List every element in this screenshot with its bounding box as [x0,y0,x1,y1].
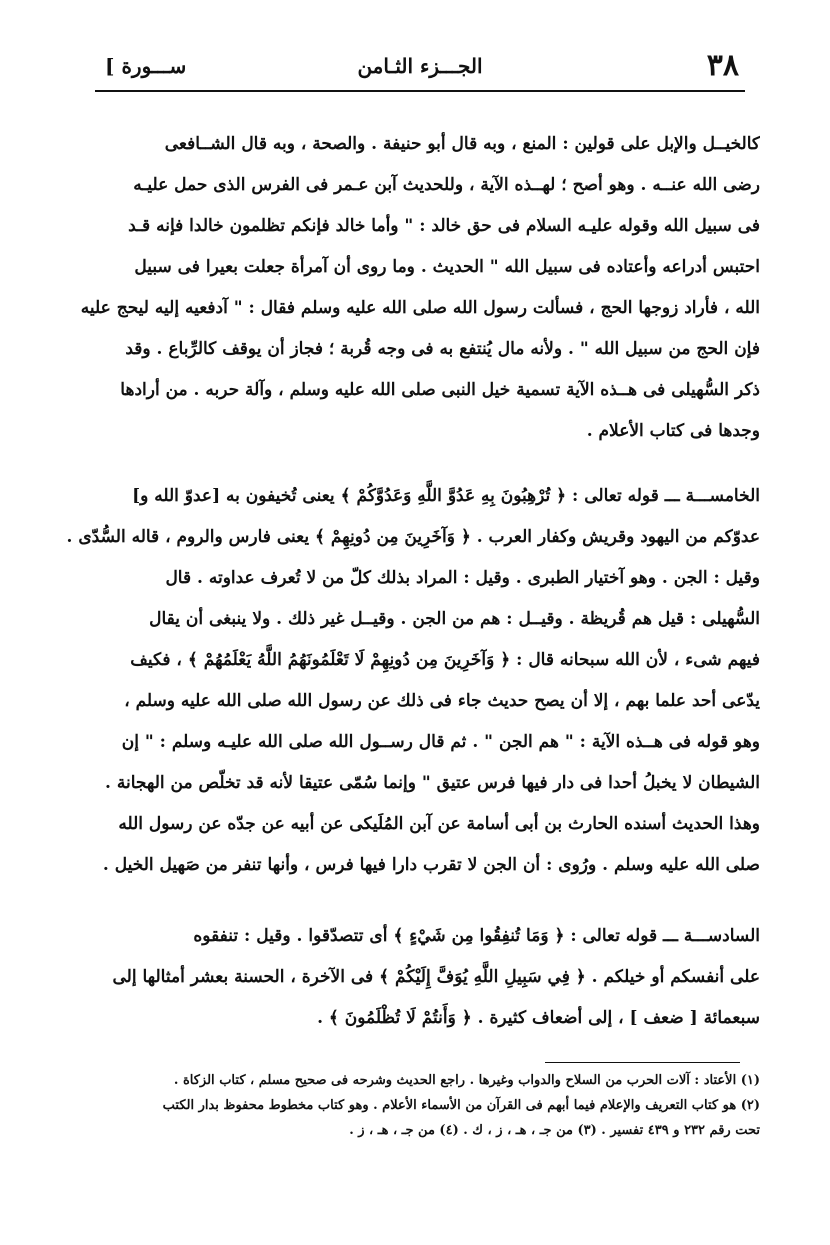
footnote-separator [545,1062,740,1063]
footnote-line: تحت رقم ٢٣٢ و ٤٣٩ تفسير . (٣) من جـ ، هـ ، ز ، ك . (٤) من جـ ، هـ ، ز . [349,1123,760,1138]
text-line: وجدها فى كتاب الأعلام . [586,421,760,441]
text-line: فإن الحج من سبيل الله " . ولأنه مال يُنتفع به فى وجه قُربة ؛ فجاز أن يوقف كالرِّباع . وقد [125,339,760,359]
paragraph-3 [60,916,760,1039]
text-line: الشيطان لا يخبلُ أحدا فى دار فيها فرس عتيق " وإنما سُمّى عتيقا لأنه قد تخلّص من الهجانة . [105,773,760,793]
sura-label: [ ســـورة [105,54,187,78]
page-number: ٣٨ [706,48,739,83]
text-line: عدوّكم من اليهود وقريش وكفار العرب . ﴿ وَآخَرِينَ مِن دُونِهِمْ ﴾ يعنى فارس والروم ، قاله السُّدّى . [66,527,760,547]
footnote-line: (٢) هو كتاب التعريف والإعلام فيما أبهم فى القرآن من الأسماء الأعلام . وهو كتاب مخطوط محفوظ بدار الكتب [162,1098,760,1113]
text-line: الخامســـة ـــ قوله تعالى : ﴿ تُرْهِبُونَ بِهِ عَدُوَّ اللَّهِ وَعَدُوَّكُمْ ﴾ يعنى تُخيفون به [عدوّ الله و] [132,486,760,506]
running-title: الجـــزء الثـامن [357,54,483,78]
text-line: ذكر السُّهيلى فى هــذه الآية تسمية خيل النبى صلى الله عليه وسلم ، وآلة حربه . من أرادها [120,380,760,400]
text-line: يدّعى أحد علما بهم ، إلا أن يصح حديث جاء فى ذلك عن رسول الله صلى الله عليه وسلم ، [124,691,760,711]
text-line: صلى الله عليه وسلم . ورُوى : أن الجن لا تقرب دارا فيها فرس ، وأنها تنفر من صَهيل الخيل . [102,855,760,875]
paragraph-2 [60,476,760,886]
footnotes [60,1068,760,1143]
text-line: السادســـة ـــ قوله تعالى : ﴿ وَمَا تُنفِقُوا مِن شَيْءٍ ﴾ أى تتصدّقوا . وقيل : تنفقوه [193,926,760,946]
text-line: وهو قوله فى هــذه الآية : " هم الجن " . ثم قال رســول الله صلى الله عليـه وسلم : " إن [121,732,760,752]
text-line: على أنفسكم أو خيلكم . ﴿ فِي سَبِيلِ اللَّهِ يُوَفَّ إِلَيْكُمْ ﴾ فى الآخرة ، الحسنة بعشر أمثالها إلى [112,967,760,987]
footnote-line: (١) الأعتاد : آلات الحرب من السلاح والدواب وغيرها . راجع الحديث وشرحه فى صحيح مسلم ، كتاب الزكاة . [173,1073,760,1088]
text-line: سبعمائة [ ضعف ] ، إلى أضعاف كثيرة . ﴿ وَأَنتُمْ لَا تُظْلَمُونَ ﴾ . [317,1008,760,1028]
text-line: كالخيــل والإبل على قولين : المنع ، وبه قال أبو حنيفة . والصحة ، وبه قال الشــافعى [164,134,760,154]
text-line: احتبس أدراعه وأعتاده فى سبيل الله " الحديث . وما روى أن آمرأة جعلت بعيرا فى سبيل [134,257,760,277]
text-line: فى سبيل الله وقوله عليـه السلام فى حق خالد : " وأما خالد فإنكم تظلمون خالدا فإنه قـد [128,216,760,236]
text-line: وقيل : الجن . وهو آختيار الطبرى . وقيل : المراد بذلك كلّ من لا تُعرف عداوته . قال [165,568,760,588]
text-line: فيهم شىء ، لأن الله سبحانه قال : ﴿ وَآخَرِينَ مِن دُونِهِمْ لَا تَعْلَمُونَهُمُ اللَّهُ يَعْلَمُهُمْ ﴾ ، فكيف [130,650,760,670]
text-line: الله ، فأراد زوجها الحج ، فسألت رسول الله صلى الله عليه وسلم فقال : " آدفعيه إليه ليحج عليه [80,298,760,318]
paragraph-1 [60,124,760,452]
text-line: السُّهيلى : قيل هم قُريظة . وقيــل : هم من الجن . وقيــل غير ذلك . ولا ينبغى أن يقال [149,609,760,629]
header-rule [95,90,745,92]
text-line: رضى الله عنــه . وهو أصح ؛ لهــذه الآية ، وللحديث آبن عـمر فى الفرس الذى حمل عليـه [133,175,760,195]
page-header [95,40,745,90]
text-line: وهذا الحديث أسنده الحارث بن أبى أسامة عن آبن المُلَيكى عن أبيه عن جدّه عن رسول الله [118,814,760,834]
